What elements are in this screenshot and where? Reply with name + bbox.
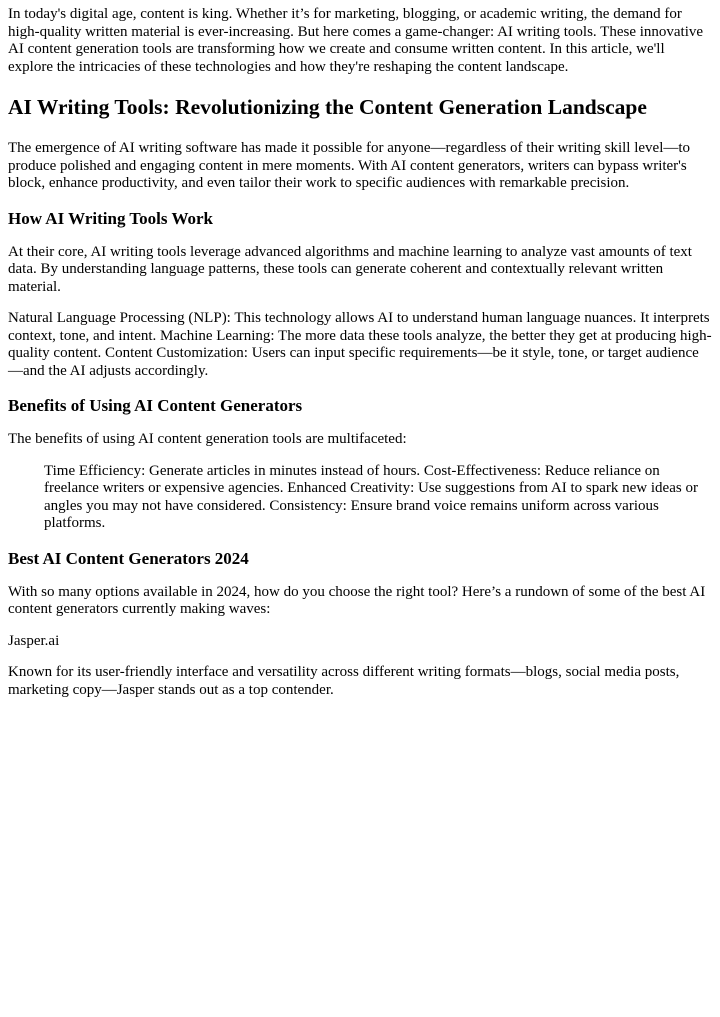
benefits-quote: Time Efficiency: Generate articles in minutes instead of hours. Cost-Effectiveness: Reduce reliance on freelance writers or expensive agencies. Enhanced Creativity: Use suggestions from AI to spark new ideas or angles you may not have considered. Consistency: Ensure brand voice remains uniform across various platforms.	[44, 462, 698, 531]
how-paragraph-1: At their core, AI writing tools leverage advanced algorithms and machine learning to analyze vast amounts of text data. By understanding language patterns, these tools can generate coherent and contextually relevant written material.	[8, 243, 692, 295]
how-heading: How AI Writing Tools Work	[8, 208, 214, 228]
benefits-paragraph: The benefits of using AI content generation tools are multifaceted:	[8, 431, 407, 447]
tool-description: Known for its user-friendly interface and versatility across different writing formats—blogs, social media posts, marketing copy—Jasper stands out as a top contender.	[8, 664, 680, 698]
benefits-heading: Benefits of Using AI Content Generators	[8, 396, 303, 415]
intro-paragraph: In today's digital age, content is king. Whether it’s for marketing, blogging, or academic writing, the demand for high-quality written material is ever-increasing. But here comes a game-changer: AI writing tools. These innovative AI content generation tools are transforming how we create and consume written content. In this article, we'll explore the intricacies of these technologies and how they're reshaping the content landscape.	[8, 6, 704, 75]
main-heading: AI Writing Tools: Revolutionizing the Content Generation Landscape	[8, 95, 647, 119]
main-paragraph: The emergence of AI writing software has made it possible for anyone—regardless of their writing skill level—to produce polished and engaging content in mere moments. With AI content generators, writers can bypass writer's block, enhance productivity, and even tailor their work to specific audiences with remarkable precision.	[8, 140, 691, 191]
best-paragraph: With so many options available in 2024, how do you choose the right tool? Here’s a rundown of some of the best AI content generators currently making waves:	[8, 583, 706, 617]
tool-name: Jasper.ai	[8, 632, 60, 649]
best-heading: Best AI Content Generators 2024	[8, 548, 249, 568]
how-paragraph-2: Natural Language Processing (NLP): This technology allows AI to understand human language nuances. It interprets context, tone, and intent. Machine Learning: The more data these tools analyze, the better they get at producing high-quality content. Content Customization: Users can input specific requirements—be it style, tone, or target audience—and the AI adjusts accordingly.	[8, 310, 712, 379]
